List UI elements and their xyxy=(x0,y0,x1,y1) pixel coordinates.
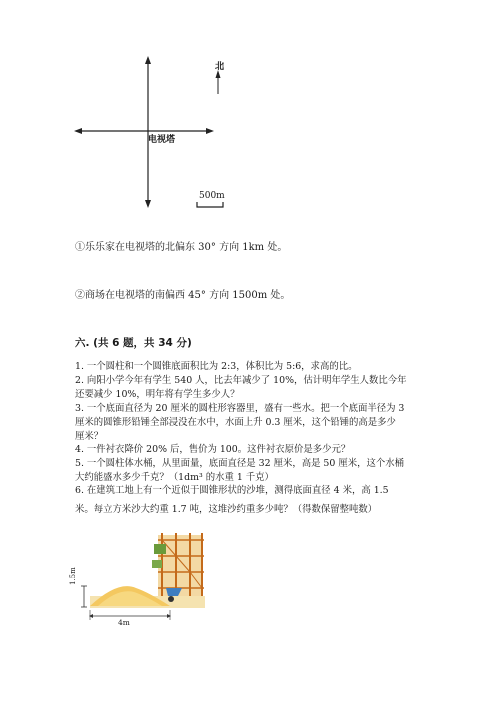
north-label: 北 xyxy=(213,61,223,70)
question-line: 米。每立方米沙大约重 1.7 吨，这堆沙约重多少吨？（得数保留整吨数） xyxy=(75,504,378,515)
question-line: 1. 一个圆柱和一个圆锥底面积比为 2:3，体积比为 5:6，求高的比。 xyxy=(75,361,358,372)
axis-arrow-down xyxy=(145,200,151,208)
axis-arrow-right xyxy=(206,128,214,134)
mall-statement: ②商场在电视塔的南偏西 45° 方向 1500m 处。 xyxy=(75,290,291,301)
height-label: 1.5m xyxy=(69,567,77,585)
question-line: 5. 一个圆柱体水桶，从里面量，底面直径是 32 厘米，高是 50 厘米，这个水桶 xyxy=(75,458,404,469)
question-line: 厘米？ xyxy=(75,431,104,442)
width-label: 4m xyxy=(118,618,130,627)
section-heading: 六. (共 6 题，共 34 分) xyxy=(75,337,192,349)
tower-label: 电视塔 xyxy=(148,135,176,145)
width-arrow-left xyxy=(89,614,93,618)
question-line: 还要减少 10%，明年将有学生多少人？ xyxy=(75,389,240,400)
width-arrow-right xyxy=(167,614,171,618)
question-line: 4. 一件衬衣降价 20% 后，售价为 100。这件衬衣原价是多少元？ xyxy=(75,444,351,455)
axis-arrow-left xyxy=(74,128,82,134)
question-line: 大约能盛水多少千克？（1dm³ 的水重 1 千克） xyxy=(75,472,274,483)
scale-label: 500m xyxy=(199,191,225,201)
question-line: 2. 向阳小学今年有学生 540 人，比去年减少了 10%，估计明年学生人数比今年 xyxy=(75,375,407,386)
home-statement: ①乐乐家在电视塔的北偏东 30° 方向 1km 处。 xyxy=(75,242,288,253)
axis-arrow-up xyxy=(145,56,151,64)
question-line: 3. 一个底面直径为 20 厘米的圆柱形容器里，盛有一些水。把一个底面半径为 3 xyxy=(75,403,405,414)
question-line: 6. 在建筑工地上有一个近似于圆锥形状的沙堆，测得底面直径 4 米，高 1.5 xyxy=(75,485,389,496)
north-arrow-head xyxy=(216,70,221,78)
sand-pile-illustration xyxy=(78,530,208,630)
question-line: 厘米的圆锥形铅锤全部浸没在水中，水面上升 0.3 厘米，这个铅锤的高是多少 xyxy=(75,417,396,428)
